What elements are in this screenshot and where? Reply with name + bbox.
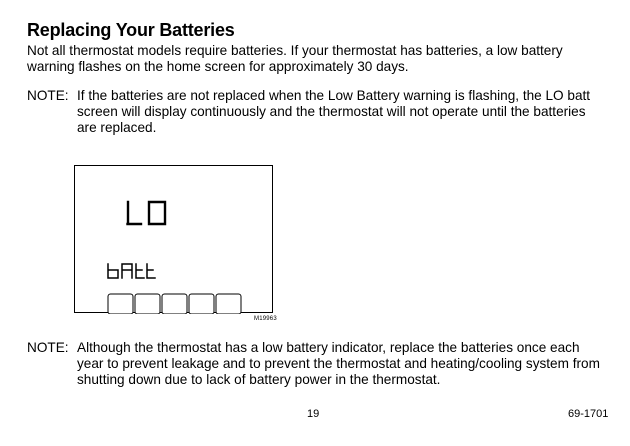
display-batt-text bbox=[108, 264, 155, 278]
thermostat-display-figure bbox=[74, 165, 273, 313]
intro-paragraph: Not all thermostat models require batteries. If your thermostat has batteries, a low battery warning flashes on the home screen for approximately 30 days. bbox=[27, 43, 563, 74]
display-buttons bbox=[108, 294, 241, 314]
display-button-4 bbox=[189, 294, 214, 314]
display-button-3 bbox=[162, 294, 187, 314]
note-annual-replacement bbox=[27, 340, 607, 388]
display-button-5 bbox=[216, 294, 241, 314]
page-number: 19 bbox=[307, 408, 320, 420]
display-lo-text bbox=[128, 202, 166, 224]
lcd-screen bbox=[75, 166, 274, 314]
note-low-battery bbox=[27, 88, 607, 136]
note-label: NOTE: bbox=[27, 88, 69, 103]
figure-code: M19963 bbox=[254, 316, 277, 322]
note-label: NOTE: bbox=[27, 340, 69, 355]
page-title: Replacing Your Batteries bbox=[27, 20, 235, 40]
display-button-2 bbox=[135, 294, 160, 314]
note-text: If the batteries are not replaced when the Low Battery warning is flashing, the LO batt screen will display continuously and the thermostat will not operate until the batteries are replaced. bbox=[77, 88, 591, 135]
note-text: Although the thermostat has a low battery indicator, replace the batteries once each year to prevent leakage and to prevent the thermostat and heating/cooling system from shutting down due to lack of battery power in the thermostat. bbox=[77, 340, 600, 387]
document-number: 69-1701 bbox=[568, 408, 609, 420]
display-button-1 bbox=[108, 294, 133, 314]
